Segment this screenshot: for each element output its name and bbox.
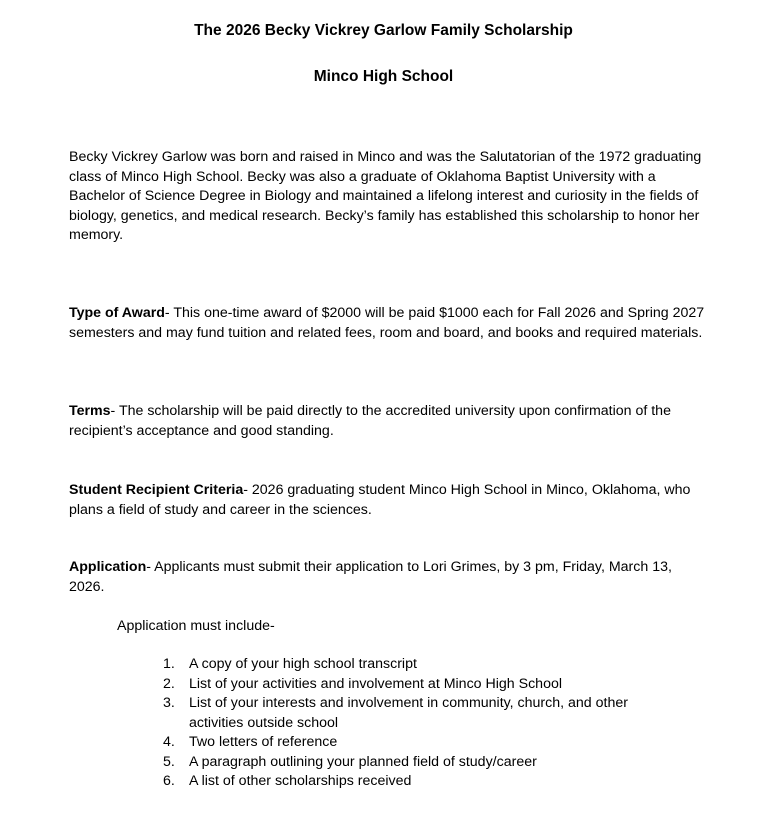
type-of-award-label: Type of Award [69,305,165,321]
list-item [163,655,683,675]
list-item [163,675,683,695]
list-item-number: 3. [163,695,175,711]
list-item [163,694,683,733]
type-of-award-section [69,304,709,343]
list-item [163,753,683,773]
recipient-criteria-label: Student Recipient Criteria [69,482,244,498]
application-section [69,558,709,597]
list-item-number: 4. [163,734,175,750]
list-item-text: A copy of your high school transcript [189,656,417,672]
terms-label: Terms [69,403,111,419]
terms-section [69,402,709,441]
requirements-list [163,655,683,792]
list-item-number: 6. [163,773,175,789]
list-item-text: List of your interests and involvement in community, church, and other activities outside school [189,695,628,731]
list-item [163,772,683,792]
list-item-text: Two letters of reference [189,734,338,750]
intro-paragraph: Becky Vickrey Garlow was born and raised in Minco and was the Salutatorian of the 1972 graduating class of Minco High School. Becky was also a graduate of Oklahoma Baptist University with a Bachelor of Science Degree in Biology and maintained a lifelong interest and curiosity in the fields of biology, genetics, and medical research. Becky’s family has established this scholarship to honor her memory. [69,149,702,243]
application-label: Application [69,559,147,575]
type-of-award-text: - This one-time award of $2000 will be paid $1000 each for Fall 2026 and Spring 2027 semesters and may fund tuition and related fees, room and board, and books and required materials. [69,305,705,341]
school-name: Minco High School [313,68,454,85]
list-item-text: A paragraph outlining your planned field of study/career [189,753,537,770]
list-item-text: A list of other scholarships received [189,773,412,789]
list-item-number: 1. [163,656,175,672]
recipient-criteria-text: - 2026 graduating student Minco High School in Minco, Oklahoma, who plans a field of study and career in the sciences. [69,482,691,518]
terms-text: - The scholarship will be paid directly to the accredited university upon confirmation of the recipient’s acceptance and good standing. [69,403,671,439]
list-item-text: List of your activities and involvement at Minco High School [189,675,562,692]
list-item [163,733,683,753]
recipient-criteria-section [69,481,709,520]
list-item-number: 5. [163,753,175,770]
list-item-number: 2. [163,675,175,692]
document-title: The 2026 Becky Vickrey Garlow Family Scholarship [194,22,573,39]
application-text: - Applicants must submit their application to Lori Grimes, by 3 pm, Friday, March 13, 2026. [69,559,672,595]
application-includes-heading: Application must include- [117,618,275,634]
